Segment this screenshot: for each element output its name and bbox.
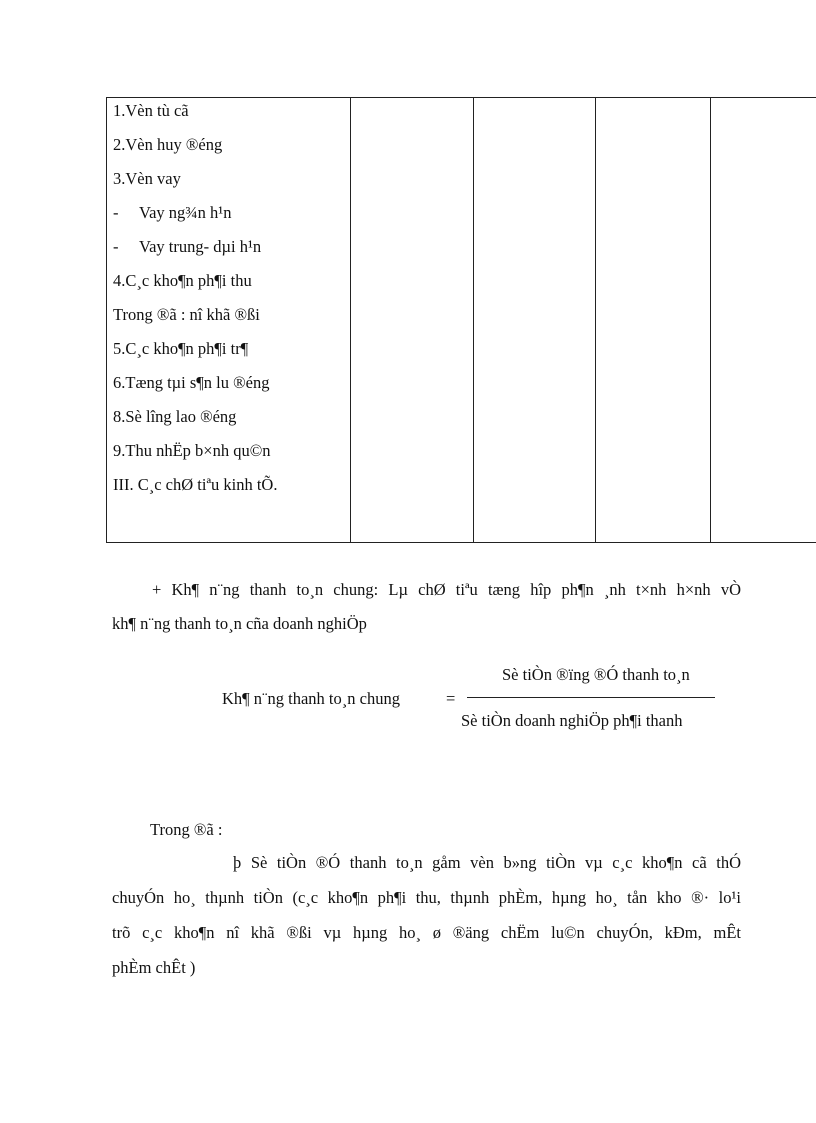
table-row: 4.C¸c kho¶n ph¶i thu	[113, 271, 252, 290]
table-first-column	[113, 100, 353, 508]
table-row: 6.Tæng tµi s¶n lu ®éng	[113, 373, 270, 392]
intro-line-2: kh¶ n¨ng thanh to¸n cña doanh nghiÖp	[112, 614, 367, 633]
notes-line-1: þ Sè tiÒn ®Ó thanh to¸n gåm vèn b»ng tiÒn vµ c¸c kho¶n cã thÓ	[233, 853, 741, 872]
table-row: 8.Sè lîng lao ®éng	[113, 407, 237, 426]
notes-line-3: trõ c¸c kho¶n nî khã ®ßi vµ hµng ho¸ ø ®äng chËm lu©n chuyÓn, kÐm, mÊt	[112, 923, 741, 942]
notes-heading: Trong ®ã :	[150, 820, 223, 839]
formula-label: Kh¶ n¨ng thanh to¸n chung	[222, 689, 400, 708]
bullet-dash: -	[113, 237, 119, 256]
table-row: 2.Vèn huy ®éng	[113, 135, 223, 154]
table-column-divider	[473, 98, 474, 542]
table-row: III. C¸c chØ tiªu kinh tÕ.	[113, 475, 278, 494]
table-row	[113, 202, 353, 236]
table-column-divider	[595, 98, 596, 542]
table-row-text: Vay ng¾n h¹n	[139, 203, 232, 222]
intro-line-1: + Kh¶ n¨ng thanh to¸n chung: Lµ chØ tiªu tæng hîp ph¶n ¸nh t×nh h×nh vÒ	[152, 580, 741, 599]
bullet-dash: -	[113, 203, 119, 222]
notes-line-2: chuyÓn ho¸ thµnh tiÒn (c¸c kho¶n ph¶i thu, thµnh phÈm, hµng ho¸ tån kho ®· lo¹i	[112, 888, 741, 907]
formula-numerator: Sè tiÒn ®ïng ®Ó thanh to¸n	[502, 665, 690, 684]
notes-line-4: phÈm chÊt )	[112, 958, 196, 977]
table-row: 3.Vèn vay	[113, 169, 181, 188]
table-row: 9.Thu nhËp b×nh qu©n	[113, 441, 271, 460]
table-row: Trong ®ã : nî khã ®ßi	[113, 305, 260, 324]
formula-equals: =	[446, 689, 456, 708]
formula-denominator: Sè tiÒn doanh nghiÖp ph¶i thanh	[461, 711, 683, 730]
table-row	[113, 236, 353, 270]
table-column-divider	[710, 98, 711, 542]
fraction-bar	[467, 697, 715, 698]
table-row-text: Vay trung- dµi h¹n	[139, 237, 262, 256]
table-row: 5.C¸c kho¶n ph¶i tr¶	[113, 339, 249, 358]
indicator-table	[106, 97, 816, 543]
table-row: 1.Vèn tù cã	[113, 101, 189, 120]
